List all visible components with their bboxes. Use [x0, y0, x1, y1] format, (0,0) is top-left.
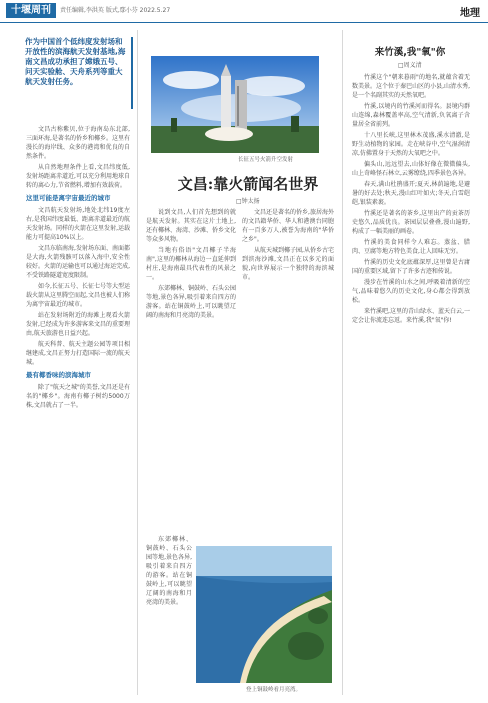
paragraph: 东郊椰林、铜鼓岭、石头公园等地,景色各异,吸引着来自四方的游客。站在铜鼓岭上,可以眺望辽阔的南海和月亮湾的美景。	[146, 285, 236, 319]
moon-bay-image	[196, 546, 332, 683]
editor-meta: 责任编辑,李洪英 版式,鄢小芬 2022.5.27	[60, 7, 171, 14]
paragraph: 十八里长峡,这里林木茂盛,溪水清澈,是野生动植物的家园。走在峡谷中,空气湿润清凉,仿佛置身于天然的大氧吧之中。	[352, 132, 470, 157]
paragraph: 竹溪的美食同样令人难忘。蒸盆、腊肉、豆腐等地方特色美食,让人回味无穷。	[352, 239, 470, 255]
paragraph: 航天科普、航天主题公园等项目相继建成,文昌正努力打造国际一流的航天城。	[26, 341, 130, 366]
paragraph: 从航天城到椰子园,从侨乡古宅到滨海沙滩,文昌正在以多元的面貌,向世界展示一个独特的海滨城市。	[242, 247, 334, 281]
paragraph: 竹溪的历史文化底蕴深厚,这里曾是古庸国的重要区域,留下了许多古迹和传说。	[352, 259, 470, 275]
article-byline: □钟太扬	[236, 198, 260, 205]
column-divider	[137, 30, 138, 695]
paragraph: 竹溪还是著名的茶乡,这里出产的贡茶历史悠久,品质优良。茶园层层叠叠,漫山遍野,构成了一幅美丽的画卷。	[352, 210, 470, 235]
paragraph: 文昌还是著名的侨乡,旅居海外的文昌籍华侨、华人和港澳台同胞有一百多万人,被誉为海南的"华侨之乡"。	[242, 209, 334, 243]
paragraph: 东郊椰林、铜鼓岭、石头公园等地,景色各异,吸引着来自四方的游客。站在铜鼓岭上,可以眺望辽阔的南海和月亮湾的美景。	[146, 536, 192, 606]
paragraph: 说到文昌,人们首先想到的就是航天发射。其实在这片土地上,还有椰林、海湾、沙滩、侨乡文化等众多风物。	[146, 209, 236, 243]
moon-bay-photo	[196, 546, 332, 683]
paragraph: 当地有俗语"文昌椰子半海南",这里的椰林从海边一直延伸到村庄,是海南最具代表性的风景之一。	[146, 247, 236, 281]
left-column	[26, 125, 130, 695]
paragraph: 春天,满山杜鹃盛开;夏天,林荫遍地,是避暑的好去处;秋天,漫山红叶如火;冬天,白雪皑皑,银装素裹。	[352, 181, 470, 206]
middle-column-lower	[146, 535, 192, 695]
article-title: 来竹溪,我"氧"你	[374, 47, 446, 58]
article-byline: □周义清	[398, 62, 422, 69]
middle-column-right	[242, 208, 334, 538]
subheading: 这里可能是离宇宙最近的城市	[26, 194, 111, 202]
section-label: 地理	[460, 8, 480, 19]
subheading: 最有椰香味的滨海城市	[26, 371, 91, 379]
lead-paragraph: 作为中国首个低纬度发射场和开放性的滨海航天发射基地,海南文昌成功承担了嫦娥五号、问天实验舱、天舟系列等重大航天发射任务。	[25, 37, 133, 109]
page-header	[0, 0, 488, 23]
photo-caption: 登上铜鼓岭看月亮湾。	[246, 687, 302, 693]
article-title: 文昌:靠火箭闻名世界	[177, 175, 319, 193]
paragraph: 站在发射场附近的海滩上观看火箭发射,已经成为许多游客来文昌的重要理由,航天旅游也日益兴起。	[26, 312, 130, 337]
paragraph: 文昌东临南海,发射场东面、南面都是大海,火箭残骸可以落入海中,安全性较好。火箭的运输也可以通过海运完成,不受铁路隧道宽度限制。	[26, 245, 130, 279]
paragraph: 偏头山,远远望去,山体好像在微微偏头,山上奇峰怪石林立,云雾缭绕,四季景色各异。	[352, 161, 470, 177]
masthead: 十堰周刊	[6, 3, 56, 18]
paragraph: 竹溪,以境内的竹溪河而得名。县境内群山连绵,森林覆盖率高,空气清新,负氧离子含量居全省前列。	[352, 103, 470, 128]
paragraph: 文昌古称紫贝,位于海南岛东北部,三面环海,是著名的侨乡和椰乡。这里有漫长的海岸线、众多的港湾和优良的自然条件。	[26, 126, 130, 160]
right-column	[352, 73, 470, 695]
paragraph: 如今,长征五号、长征七号等大型运载火箭从这里腾空而起,文昌也被人们称为离宇宙最近的城市。	[26, 283, 130, 308]
paragraph: 文昌航天发射场,地处北纬19度左右,是我国纬度最低、距离赤道最近的航天发射场。同样的火箭在这里发射,运载能力可提高10%以上。	[26, 207, 130, 241]
paragraph: 竹溪这个"朝来暮雨"的地名,就蕴含着无数美景。这个位于秦巴山区的小县,山清水秀,是一个名副其实的天然氧吧。	[352, 74, 470, 99]
paragraph: 从自然地理条件上看,文昌纬度低,发射场距离赤道近,可以充分利用地球自转的离心力,节省燃料,增加有效载荷。	[26, 164, 130, 189]
photo-caption: 长征五号火箭升空发射	[238, 157, 294, 163]
paragraph: 除了"航天之城"的美誉,文昌还是有名的"椰乡"。海南有椰子树约5000万株,文昌就占了一半。	[26, 384, 130, 409]
middle-column-left	[146, 208, 236, 528]
column-divider	[342, 30, 343, 695]
paragraph: 漫步在竹溪的山水之间,呼吸着清新的空气,品味着悠久的历史文化,身心都会得到放松。	[352, 279, 470, 304]
rocket-launch-photo	[151, 56, 319, 153]
rocket-launch-image	[151, 56, 319, 153]
paragraph: 来竹溪吧,这里的青山绿水、蓝天白云,一定会让你流连忘返。来竹溪,我"氧"你!	[352, 308, 470, 324]
